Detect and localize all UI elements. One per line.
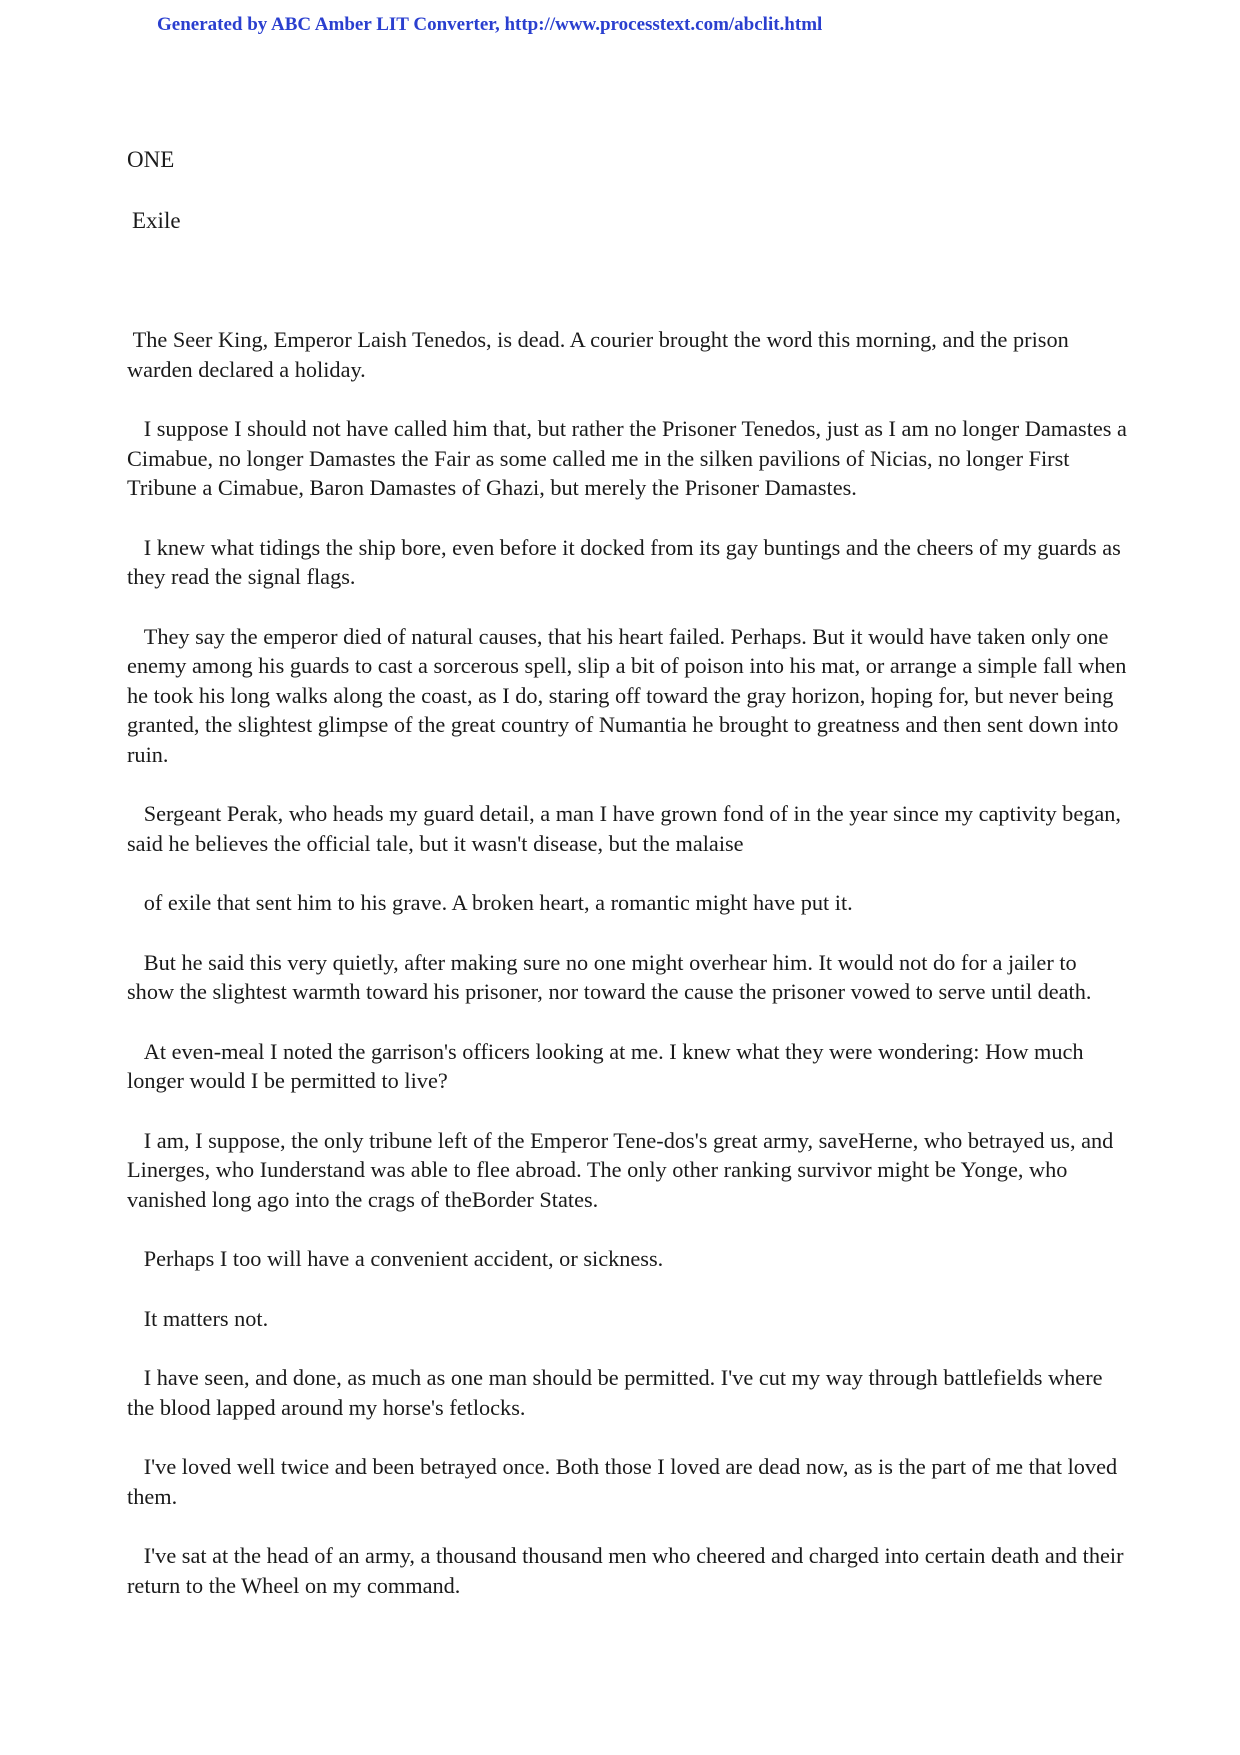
paragraph: I've loved well twice and been betrayed once. Both those I loved are dead now, as is the part of me that loved them. — [127, 1454, 1123, 1509]
paragraph: At even-meal I noted the garrison's officers looking at me. I knew what they were wondering: How much longer would I be permitted to live? — [127, 1038, 1090, 1093]
paragraph: I am, I suppose, the only tribune left of the Emperor Tene-dos's great army, saveHerne, who betrayed us, and Linerges, who Iunderstand was able to flee abroad. The only other ranking survivor might be Yonge, who vanished long ago into the crags of theBorder States. — [127, 1127, 1119, 1212]
paragraph: But he said this very quietly, after making sure no one might overhear him. It would not do for a jailer to show the slightest warmth toward his prisoner, nor toward the cause the prisoner vowed to serve until death. — [127, 949, 1092, 1004]
paragraph: I have seen, and done, as much as one man should be permitted. I've cut my way through battlefields where the blood lapped around my horse's fetlocks. — [127, 1365, 1109, 1420]
paragraph: I've sat at the head of an army, a thousand thousand men who cheered and charged into certain death and their return to the Wheel on my command. — [127, 1543, 1130, 1598]
chapter-body — [127, 325, 1133, 1630]
generator-banner-link[interactable]: Generated by ABC Amber LIT Converter, http://www.processtext.com/abclit.html — [157, 14, 823, 35]
chapter-title: Exile — [132, 208, 181, 233]
paragraph: Perhaps I too will have a convenient accident, or sickness. — [127, 1246, 664, 1271]
paragraph: Sergeant Perak, who heads my guard detail, a man I have grown fond of in the year since my captivity began, said he believes the official tale, but it wasn't disease, but the malaise — [127, 801, 1127, 856]
paragraph: I knew what tidings the ship bore, even before it docked from its gay buntings and the cheers of my guards as they read the signal flags. — [127, 534, 1127, 589]
paragraph: It matters not. — [127, 1305, 269, 1331]
paragraph: I suppose I should not have called him that, but rather the Prisoner Tenedos, just as I am no longer Damastes a Cimabue, no longer Damastes the Fair as some called me in the silken pavilions of Nicias, no longer First Tribune a Cimabue, Baron Damastes of Ghazi, but merely the Prisoner Damastes. — [127, 416, 1133, 500]
paragraph: They say the emperor died of natural causes, that his heart failed. Perhaps. But it would have taken only one enemy among his guards to cast a sorcerous spell, slip a bit of poison into his mat, or arrange a simple fall when he took his long walks along the coast, as I do, staring off toward the gray horizon, hoping for, but never being granted, the slightest glimpse of the great country of Numantia he brought to greatness and then sent down into ruin. — [127, 623, 1132, 767]
chapter-number: ONE — [127, 147, 175, 172]
paragraph: The Seer King, Emperor Laish Tenedos, is dead. A courier brought the word this morning, and the prison warden declared a holiday. — [127, 327, 1075, 382]
paragraph: of exile that sent him to his grave. A broken heart, a romantic might have put it. — [127, 890, 853, 915]
